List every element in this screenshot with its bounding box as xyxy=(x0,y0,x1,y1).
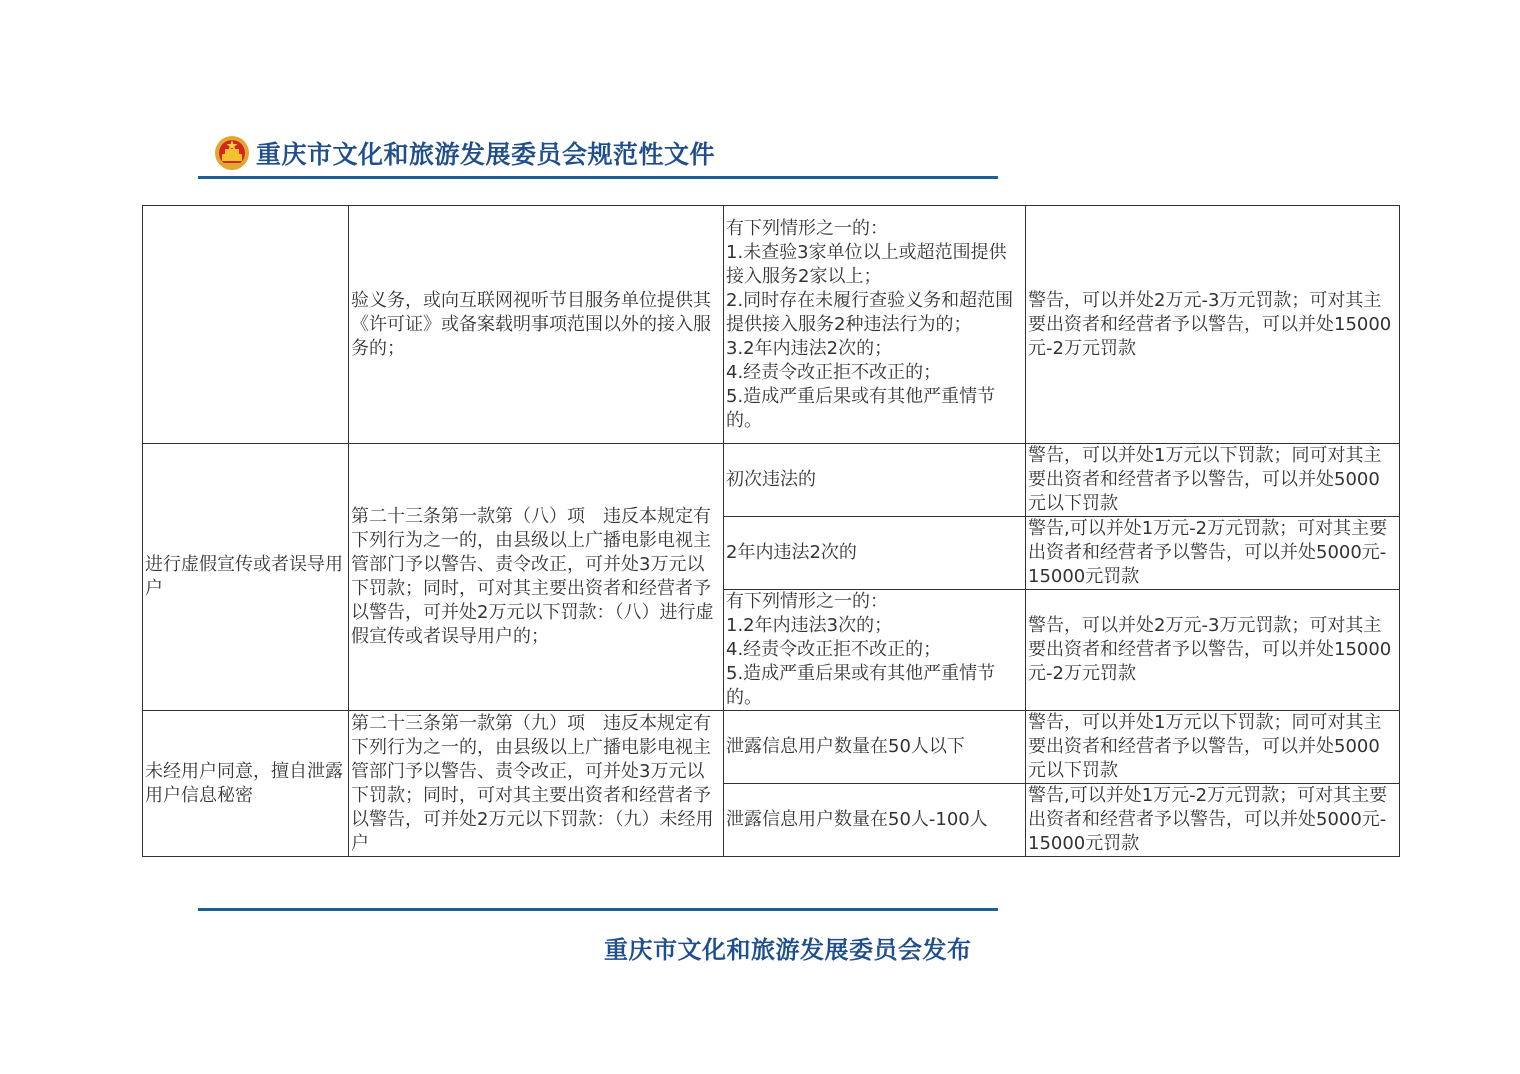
penalty-cell: 警告，可以并处2万元-3万元罚款；可对其主要出资者和经营者予以警告，可以并处15000元-2万元罚款 xyxy=(1026,206,1400,444)
table-row xyxy=(143,206,1400,444)
circumstance-line: 1.未查验3家单位以上或超范围提供接入服务2家以上； xyxy=(726,241,1007,287)
circumstances-cell: 泄露信息用户数量在50人-100人 xyxy=(724,784,1026,857)
penalty-cell: 警告，可以并处1万元以下罚款；同可对其主要出资者和经营者予以警告，可以并处5000元以下罚款 xyxy=(1026,444,1400,517)
penalty-cell: 警告，可以并处2万元-3万元罚款；可对其主要出资者和经营者予以警告，可以并处15000元-2万元罚款 xyxy=(1026,590,1400,711)
table-row xyxy=(143,444,1400,517)
circumstance-line: 5.造成严重后果或有其他严重情节的。 xyxy=(726,385,996,431)
footer-title: 重庆市文化和旅游发展委员会发布 xyxy=(604,935,972,964)
circumstances-cell: 泄露信息用户数量在50人以下 xyxy=(724,711,1026,784)
national-emblem-icon xyxy=(214,134,250,172)
penalty-cell: 警告，可以并处1万元以下罚款；同可对其主要出资者和经营者予以警告，可以并处5000元以下罚款 xyxy=(1026,711,1400,784)
penalty-cell: 警告,可以并处1万元-2万元罚款；可对其主要出资者和经营者予以警告，可以并处5000元-15000元罚款 xyxy=(1026,784,1400,857)
behavior-cell xyxy=(143,206,349,444)
behavior-cell: 未经用户同意，擅自泄露用户信息秘密 xyxy=(143,711,349,857)
circumstances-cell xyxy=(724,206,1026,444)
circumstance-line: 3.2年内违法2次的； xyxy=(726,337,893,359)
header-rule xyxy=(198,176,998,179)
behavior-cell: 进行虚假宣传或者误导用户 xyxy=(143,444,349,711)
header-title: 重庆市文化和旅游发展委员会规范性文件 xyxy=(256,140,716,169)
circumstances-cell: 初次违法的 xyxy=(724,444,1026,517)
basis-cell: 第二十三条第一款第（八）项 违反本规定有下列行为之一的，由县级以上广播电影电视主管部门予以警告、责令改正，可并处3万元以下罚款；同时，可对其主要出资者和经营者予以警告，可并处2万元以下罚款：（八）进行虚假宣传或者误导用户的； xyxy=(349,444,724,711)
circumstances-cell: 2年内违法2次的 xyxy=(724,517,1026,590)
basis-cell: 第二十三条第一款第（九）项 违反本规定有下列行为之一的，由县级以上广播电影电视主管部门予以警告、责令改正，可并处3万元以下罚款；同时，可对其主要出资者和经营者予以警告，可并处2万元以下罚款：（九）未经用户 xyxy=(349,711,724,857)
circumstance-line: 2.同时存在未履行查验义务和超范围提供接入服务2种违法行为的； xyxy=(726,289,1014,335)
document-header xyxy=(214,131,715,175)
circumstance-line: 5.造成严重后果或有其他严重情节的。 xyxy=(726,663,996,708)
footer-rule xyxy=(198,908,998,911)
circumstance-line: 有下列情形之一的： xyxy=(726,217,888,239)
circumstance-line: 4.经责令改正拒不改正的； xyxy=(726,361,942,383)
table-row xyxy=(143,711,1400,784)
circumstances-cell xyxy=(724,590,1026,711)
penalty-table xyxy=(142,205,1400,857)
penalty-cell: 警告,可以并处1万元-2万元罚款；可对其主要出资者和经营者予以警告，可以并处5000元-15000元罚款 xyxy=(1026,517,1400,590)
basis-cell: 验义务，或向互联网视听节目服务单位提供其《许可证》或备案载明事项范围以外的接入服务的； xyxy=(349,206,724,444)
circumstance-line: 1.2年内违法3次的； xyxy=(726,615,893,636)
circumstance-line: 有下列情形之一的： xyxy=(726,591,888,612)
circumstance-line: 4.经责令改正拒不改正的； xyxy=(726,639,942,660)
